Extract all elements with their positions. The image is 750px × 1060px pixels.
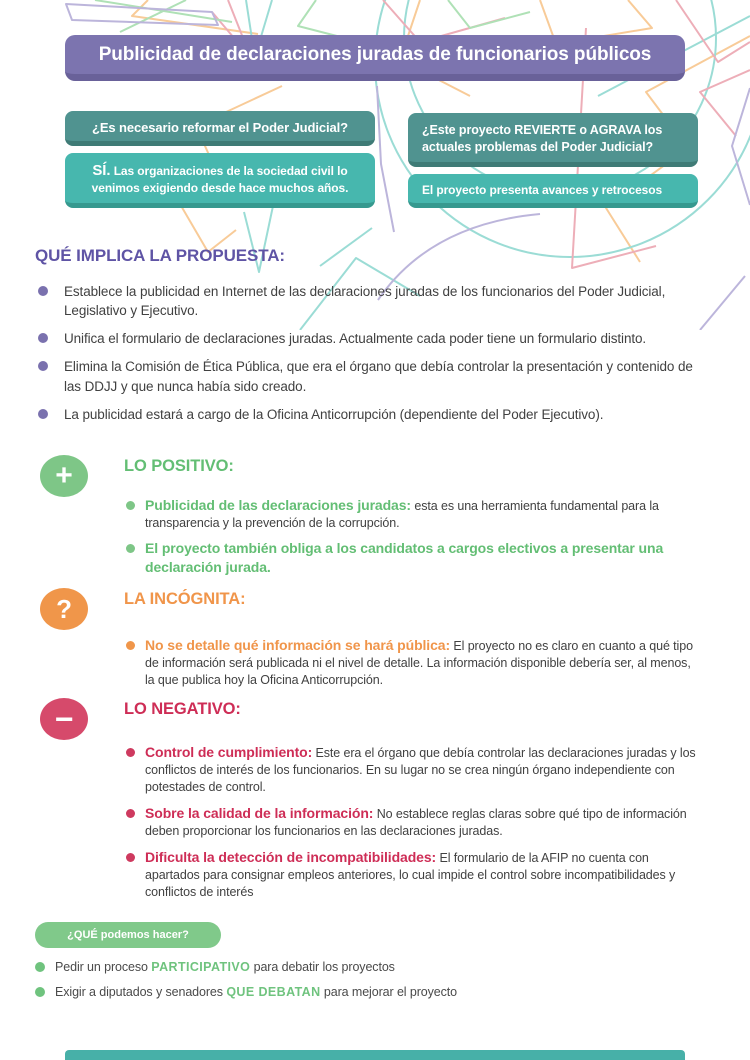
proposal-item	[35, 357, 713, 395]
positivo-heading: LO POSITIVO:	[124, 457, 234, 475]
answer-box-right	[408, 174, 698, 208]
question-icon: ?	[40, 588, 88, 630]
positivo-item	[124, 539, 712, 577]
negativo-item	[124, 743, 712, 796]
action-text: Exigir a diputados y senadores QUE DEBATAN para mejorar el proyecto	[55, 985, 457, 999]
proposal-item	[35, 329, 713, 348]
action-highlight: QUE DEBATAN	[226, 985, 321, 999]
bullet-dot-icon	[38, 286, 48, 296]
negativo-item	[124, 804, 712, 840]
what-can-we-do-button[interactable]: ¿QUÉ podemos hacer?	[35, 922, 221, 948]
incognita-item-lead: No se detalle qué información se hará pública:	[145, 637, 451, 653]
negativo-item-text	[145, 848, 697, 901]
incognita-list	[124, 636, 712, 689]
proposal-item-text: Elimina la Comisión de Ética Pública, que era el órgano que debía controlar la presentación y contenido de las DDJJ y que nunca había sido creado.	[64, 359, 693, 394]
qa-column-left	[65, 111, 375, 208]
positivo-item-text	[145, 496, 697, 532]
bullet-dot-icon	[35, 987, 45, 997]
negativo-item-text	[145, 743, 697, 796]
positivo-item	[124, 496, 712, 532]
proposal-list	[35, 282, 713, 433]
positivo-item-lead: Publicidad de las declaraciones juradas:	[145, 497, 411, 513]
page-title: Publicidad de declaraciones juradas de funcionarios públicos	[98, 43, 652, 65]
negativo-item-lead: Dificulta la detección de incompatibilidades:	[145, 849, 437, 866]
incognita-item-text	[145, 636, 697, 689]
actions-list	[35, 960, 457, 1010]
qa-column-right	[408, 113, 698, 208]
incognita-item-rest: El proyecto no es claro en cuanto a qué tipo de información será publicada ni el nivel de detalle. La información disponible debería ser, al menos, la que publica hoy la Oficina Anticorrupción.	[145, 639, 693, 688]
bullet-dot-icon	[126, 809, 135, 818]
action-item	[35, 960, 457, 974]
positivo-content	[124, 455, 712, 584]
proposal-item-text: La publicidad estará a cargo de la Oficina Anticorrupción (dependiente del Poder Ejecutivo).	[64, 406, 604, 422]
answer-right-text: El proyecto presenta avances y retrocesos	[422, 182, 663, 197]
title-banner	[65, 35, 685, 81]
negativo-item-lead: Control de cumplimiento:	[145, 744, 313, 760]
negativo-item-rest: El formulario de la AFIP no cuenta con apartados para consignar empleos anteriores, lo cual impide el control sobre incompatibilidades y conflictos de interés	[145, 851, 676, 900]
question-right-text: ¿Este proyecto REVIERTE o AGRAVA los actuales problemas del Poder Judicial?	[422, 122, 663, 154]
section-positivo	[40, 455, 712, 584]
positivo-item-text	[145, 539, 697, 577]
negativo-item-lead: Sobre la calidad de la información:	[145, 805, 374, 822]
minus-icon: −	[40, 698, 88, 740]
question-box-left	[65, 111, 375, 146]
section-incognita	[40, 588, 712, 697]
bullet-dot-icon	[38, 361, 48, 371]
positivo-item-rest: esta es una herramienta fundamental para la transparencia y la prevención de la corrupción.	[145, 499, 659, 531]
bullet-dot-icon	[126, 544, 135, 553]
bottom-bar	[65, 1050, 685, 1060]
qa-row	[65, 111, 698, 208]
bullet-dot-icon	[126, 501, 135, 510]
action-highlight: PARTICIPATIVO	[151, 960, 251, 974]
incognita-heading: LA INCÓGNITA:	[124, 590, 246, 608]
bullet-dot-icon	[126, 748, 135, 757]
incognita-item	[124, 636, 712, 689]
answer-box-left	[65, 153, 375, 208]
question-left-text: ¿Es necesario reformar el Poder Judicial?	[91, 120, 348, 135]
incognita-content	[124, 588, 712, 697]
negativo-heading: LO NEGATIVO:	[124, 700, 241, 718]
bullet-dot-icon	[38, 333, 48, 343]
negativo-item-text	[145, 804, 697, 840]
negativo-item-rest: Este era el órgano que debía controlar las declaraciones juradas y los conflictos de interés de los funcionarios. En su lugar no se crea ningún órgano independiente con potestades de control.	[145, 746, 696, 795]
negativo-item	[124, 848, 712, 901]
question-box-right	[408, 113, 698, 167]
plus-icon: +	[40, 455, 88, 497]
action-text: Pedir un proceso PARTICIPATIVO para debatir los proyectos	[55, 960, 395, 974]
section-negativo	[40, 698, 712, 909]
proposal-heading: QUÉ IMPLICA LA PROPUESTA:	[35, 246, 285, 265]
answer-left-lead: SÍ.	[92, 162, 111, 179]
proposal-item	[35, 405, 713, 424]
proposal-item-text: Establece la publicidad en Internet de las declaraciones juradas de los funcionarios del Poder Judicial, Legislativo y Ejecutivo.	[64, 284, 666, 319]
bullet-dot-icon	[38, 409, 48, 419]
bullet-dot-icon	[126, 641, 135, 650]
positivo-list	[124, 496, 712, 577]
proposal-item	[35, 282, 713, 320]
action-item	[35, 985, 457, 999]
proposal-item-text: Unifica el formulario de declaraciones juradas. Actualmente cada poder tiene un formulario distinto.	[64, 331, 647, 347]
negativo-content	[124, 698, 712, 909]
positivo-item-lead: El proyecto también obliga a los candidatos a cargos electivos a presentar una declaración jurada.	[145, 540, 664, 576]
bullet-dot-icon	[126, 853, 135, 862]
negativo-item-rest: No establece reglas claras sobre qué tipo de información deben proporcionar los funcionarios en las declaraciones juradas.	[145, 807, 687, 839]
answer-left-text: Las organizaciones de la sociedad civil lo venimos exigiendo desde hace muchos años.	[91, 164, 349, 195]
bullet-dot-icon	[35, 962, 45, 972]
negativo-list	[124, 743, 712, 901]
